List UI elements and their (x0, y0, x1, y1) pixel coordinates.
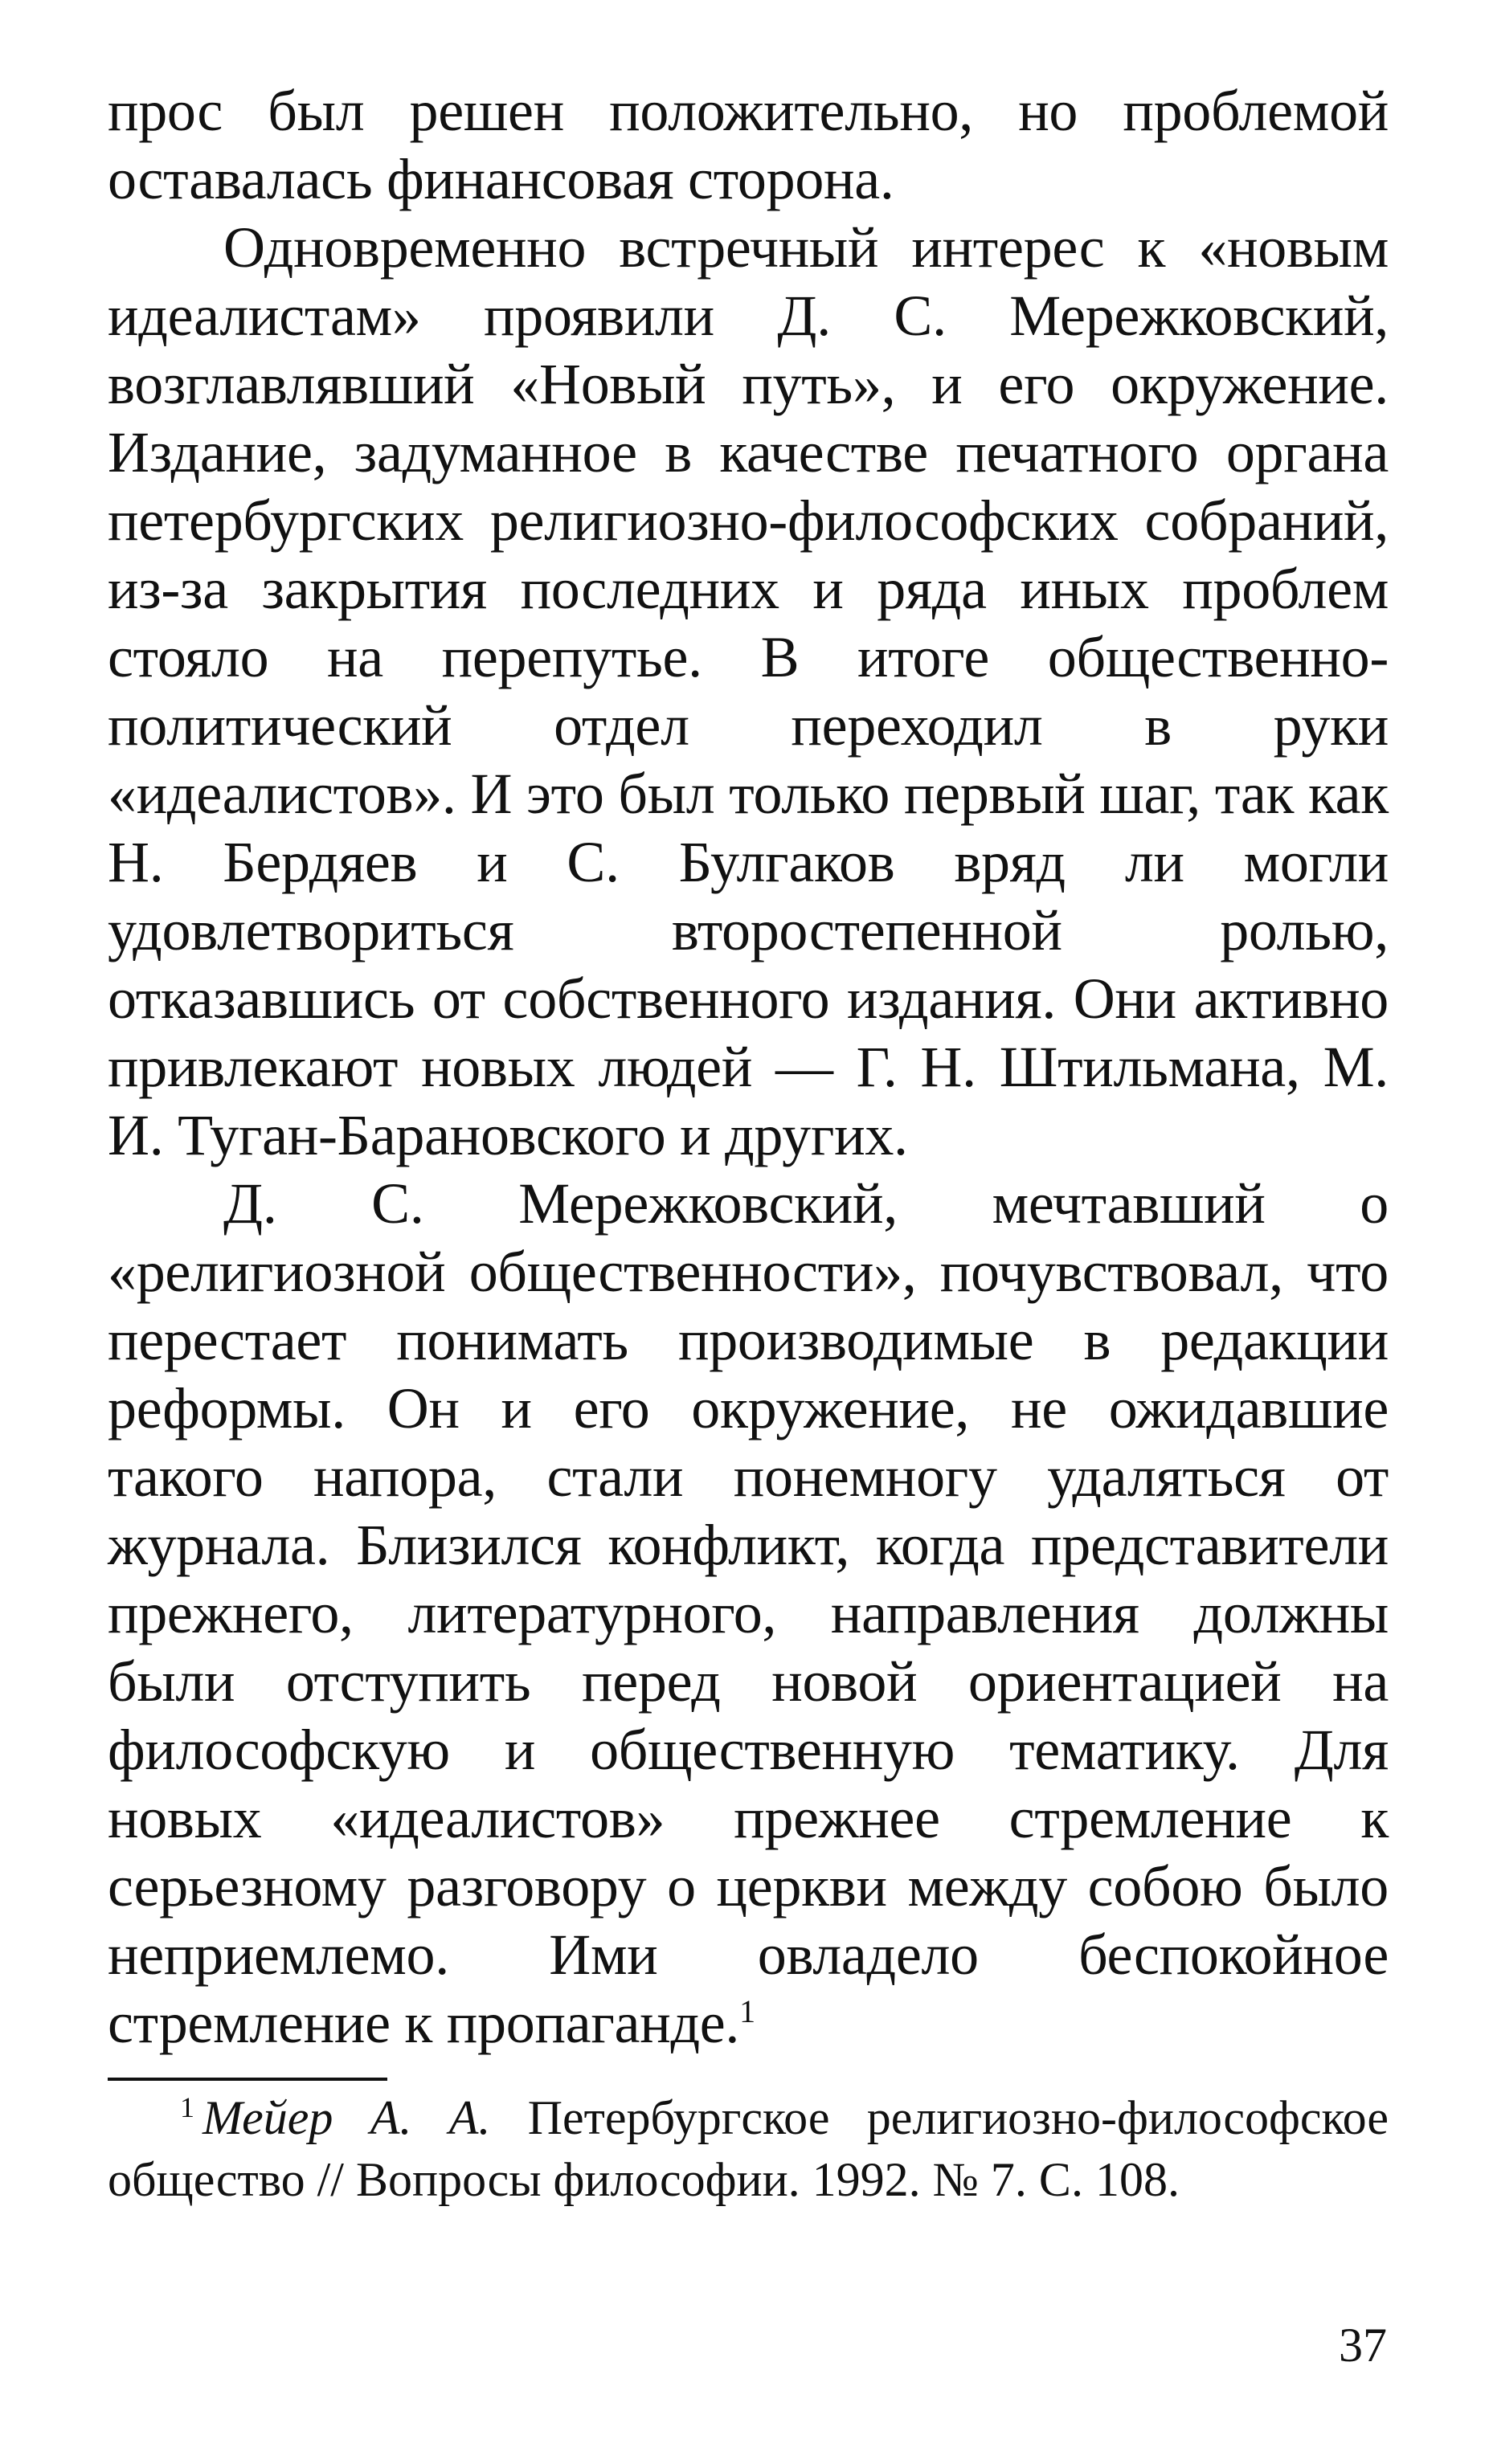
main-text (108, 77, 1389, 2057)
paragraph-1 (108, 77, 1389, 214)
footnote (108, 2087, 1389, 2211)
footnote-reference: 1 (739, 1993, 755, 2029)
paragraph-3-text: Д. С. Мережковский, мечтавший о «религиозной общественности», почувствовал, что перестает понимать производимые в редакции реформы. Он и его окружение, не ожидавшие такого напора, стали понемногу удаляться от журнала. Близился конфликт, когда представители прежнего, литературного, направления должны были отступить перед новой ориентацией на философскую и общественную тематику. Для новых «идеалистов» прежнее стремление к серьезному разговору о церкви между собою было неприемлемо. Ими овладело беспокойное стремление к пропаганде. (108, 1171, 1389, 2055)
footnote-number: 1 (180, 2091, 194, 2123)
footnote-text: Петербургское религиозно-философское общество // Вопросы философии. 1992. № 7. С. 108. (108, 2091, 1389, 2206)
footnote-author: Мейер А. А. (202, 2091, 491, 2144)
paragraph-3 (108, 1170, 1389, 2057)
paragraph-2-text: Одновременно встречный интерес к «новым идеалистам» проявили Д. С. Мережковский, возглавлявший «Новый путь», и его окружение. Издание, задуманное в качестве печатного органа петербургских религиозно-философских собраний, из-за закрытия последних и ряда иных проблем стояло на перепутье. В итоге общественно-политический отдел переходил в руки «идеалистов». И это был только первый шаг, так как Н. Бердяев и С. Булгаков вряд ли могли удовлетвориться второстепенной ролью, отказавшись от собственного издания. Они активно привлекают новых людей — Г. Н. Штильмана, М. И. Туган-Барановского и других. (108, 215, 1389, 1167)
paragraph-2 (108, 214, 1389, 1170)
paragraph-1-text: прос был решен положительно, но проблемой оставалась финансовая сторона. (108, 79, 1389, 211)
page-number: 37 (1339, 2319, 1387, 2372)
footnote-separator (108, 2078, 387, 2081)
